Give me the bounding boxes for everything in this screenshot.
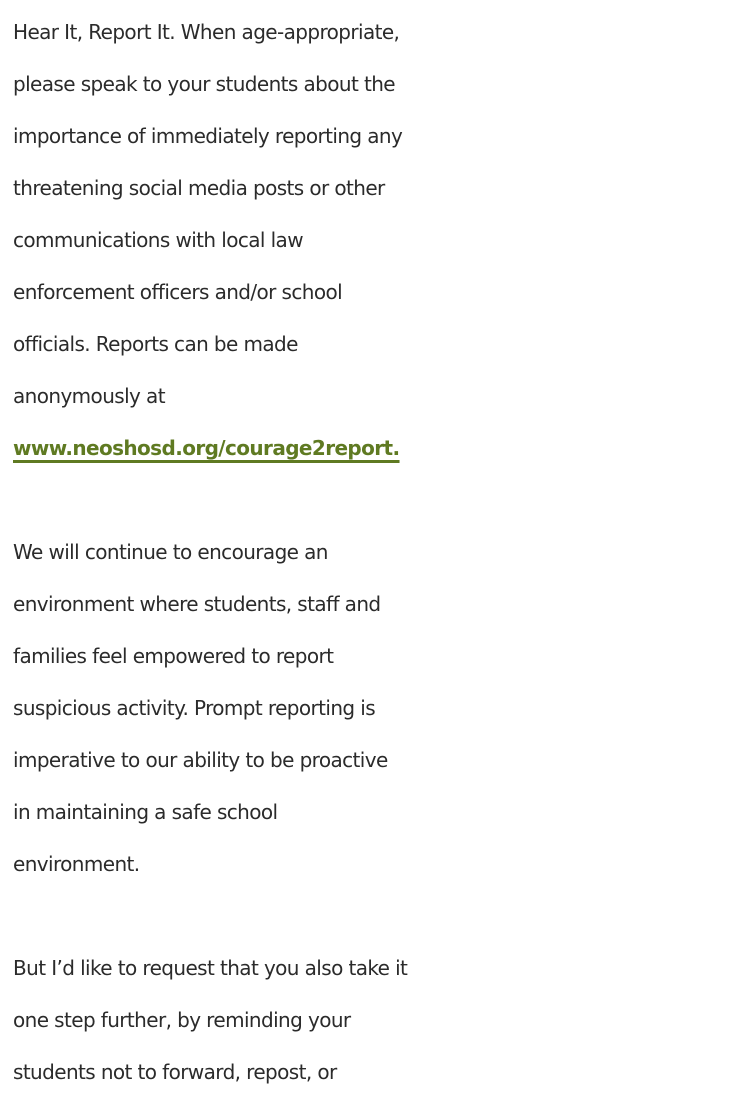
text-line: imperative to our ability to be proactive <box>13 748 388 772</box>
text-line: Hear It, Report It. When age-appropriate, <box>13 20 400 44</box>
text-line: students not to forward, repost, or <box>13 1060 337 1084</box>
text-line: importance of immediately reporting any <box>13 124 403 148</box>
courage2report-link[interactable]: www.neoshosd.org/courage2report. <box>13 436 400 460</box>
paragraph-spacer <box>13 890 749 942</box>
text-line: please speak to your students about the <box>13 72 395 96</box>
text-line: families feel empowered to report <box>13 644 334 668</box>
paragraph-hear-it-report-it <box>13 6 749 474</box>
text-line: environment. <box>13 852 140 876</box>
text-line: We will continue to encourage an <box>13 540 328 564</box>
text-line: one step further, by reminding your <box>13 1008 351 1032</box>
text-line: threatening social media posts or other <box>13 176 385 200</box>
text-line: environment where students, staff and <box>13 592 381 616</box>
text-line: suspicious activity. Prompt reporting is <box>13 696 376 720</box>
text-line: enforcement officers and/or school <box>13 280 343 304</box>
text-line: communications with local law <box>13 228 303 252</box>
text-line: officials. Reports can be made <box>13 332 298 356</box>
text-line: in maintaining a safe school <box>13 800 278 824</box>
text-line: anonymously at <box>13 384 165 408</box>
paragraph-spacer <box>13 474 749 526</box>
text-line: But I’d like to request that you also take it <box>13 956 408 980</box>
paragraph-request <box>13 942 749 1098</box>
paragraph-encourage-environment <box>13 526 749 890</box>
